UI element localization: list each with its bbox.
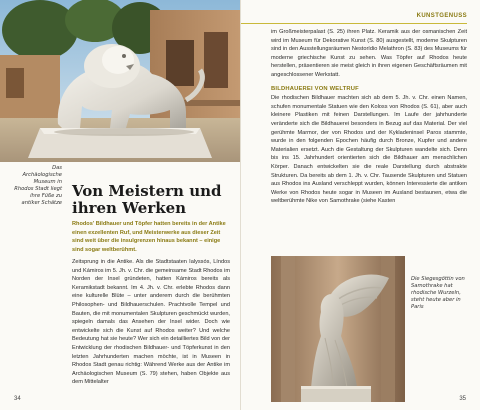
right-body-text: Die rhodischen Bildhauer machten sich ab dem 5. Jh. v. Chr. einen Namen, schufen monumentale Statuen wie den Koloss von Rhodos (S. 61), aber auch kleinere Plastiken mit feinen Darstellungen. Im Laufe der jahrhunderte veränderte sich die Bildhauerei besonders in Bezug auf das Material. Der viel gerühmte Marmor, der von Rhodos und der Kykladeninsel Paros stammte, wurde in den folgenden Epochen häufig durch Bronze, Kupfer und andere Materialien ersetzt. Auch die Gestaltung der Skulpturen wandelte sich. Denn bis ins 15. Jahrhundert orientierten sich die Bildhauer am menschlichen Körper. Danach entwickelten sie die reale Darstellung durch abstrakte Strukturen. Da bereits ab dem 1. Jh. v. Chr. Tausende Skulpturen und Statuen aus Rhodos ins Ausland verschleppt wurden, können Interessierte die antiken Werke von Rhodos heute sogar in Museen im Ausland bestaunen, etwa die weltberühmte Nike von Samothrake (siehe Kasten — [271, 95, 467, 205]
subheading-bildhauerei: BILDHAUEREI VON WELTRUF — [271, 85, 359, 92]
section-header — [241, 12, 467, 24]
right-page — [240, 0, 480, 410]
section-label: KUNSTGENUSS — [416, 13, 467, 19]
left-body-text: Zeitsprung in die Antike. Als die Stadtstaaten Ialyssós, Líndos und Kámiros im 5. Jh. v. Chr. die gemeinsame Stadt Rhodos im Norden der Insel gründeten, hatten Kámiros bereits als Keramikstadt bekannt. Im 4. Jh. v. Chr. erlebte Rhodos dann eine kulturelle Blüte – unter anderem durch die berühmten Philosophen- und Bildhauerschulen. Prachtvolle Tempel und Bauten, die mit monumentalen Skulpturen geschmückt wurden, spiegeln damals das Ansehen der Insel wider. Doch wie entwickelte sich die Kunst auf Rhodos weiter? Und welche Bedeutung hat sie heute? Wer sich ein detailliertes Bild von der Entwicklung der rhodischen Bildhauer- und Töpferkunst in den letzten Jahrhunderten machen möchte, ist in Museen in Rhodos Stadt genau richtig: Während Werke aus der Antike im Archäologischen Museum (S. 79) stehen, haben Objekte aus dem Mittelalter — [72, 259, 230, 386]
right-intro-paragraph: im Großmeisterpalast (S. 25) ihren Platz. Keramik aus der osmanischen Zeit wird im Museum für Dekorative Kunst (S. 80) ausgestellt, moderne Skulpturen sind in den Ausstellungsräumen Nestorídio Melathron (S. 83) des Museums für moderne griechische Kunst zu sehen. Was Töpfer auf Rhodos heute herstellen, präsentieren sie meist gleich in ihren eigenen Geschäftsräumen mit angeschlossener Werkstatt. — [271, 29, 467, 78]
lion-statue-photo — [0, 0, 240, 162]
article-title: Von Meistern und ihren Werken — [72, 182, 222, 217]
page-number-left: 34 — [14, 396, 21, 402]
article-lead: Rhodos' Bildhauer und Töpfer hatten bereits in der Antike einen exzellenten Ruf, und Meisterwerke aus dieser Zeit sind weit über die insulgrenzen hinaus bekannt – einige sind sogar weltberühmt. — [72, 221, 226, 253]
page-number-right: 35 — [459, 396, 466, 402]
right-photo-caption: Die Siegesgöttin von Samothrake hat rhodische Wurzeln, steht heute aber in Paris — [411, 276, 465, 310]
left-photo-caption: Das Archäologische Museum in Rhodos Stadt liegt ihre Füße zu antiker Schätze — [14, 165, 62, 206]
nike-statue-photo — [271, 256, 405, 402]
right-text-column — [271, 28, 467, 206]
